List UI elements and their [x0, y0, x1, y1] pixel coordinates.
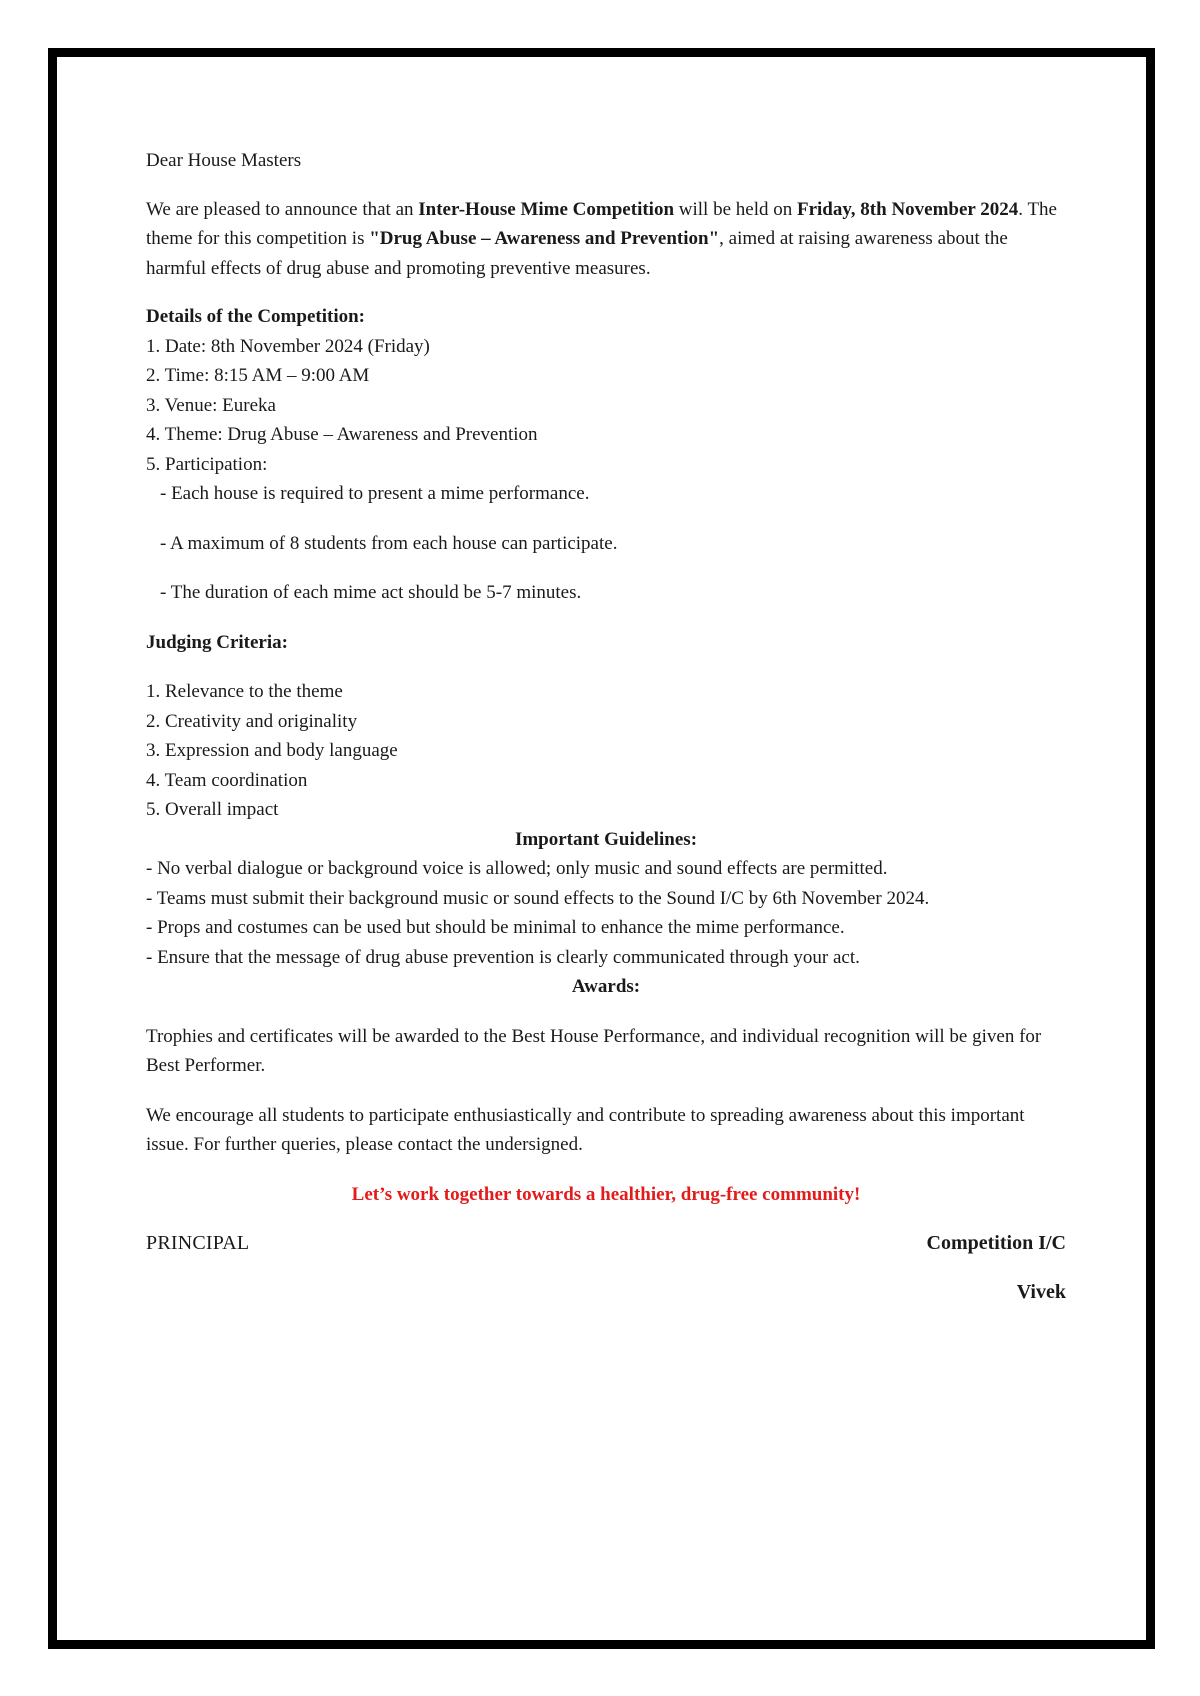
details-list	[146, 332, 1066, 608]
intro-text-2: will be held on	[674, 198, 797, 220]
guideline-item: - Props and costumes can be used but should be minimal to enhance the mime performance.	[146, 917, 845, 938]
competition-ic-signature: Competition I/C	[926, 1232, 1066, 1254]
slogan: Let’s work together towards a healthier, drug-free community!	[351, 1183, 861, 1205]
principal-signature: PRINCIPAL	[146, 1232, 250, 1254]
intro-text-3: . The theme for this competition is	[146, 198, 1057, 249]
judging-item: 2. Creativity and originality	[146, 710, 358, 732]
guidelines-list	[146, 854, 1066, 972]
detail-item: 3. Venue: Eureka	[146, 394, 276, 416]
awards-text: Trophies and certificates will be awarded to the Best House Performance, and individual recognition will be given for Best Performer.	[146, 1025, 1042, 1076]
awards-heading: Awards:	[571, 976, 641, 997]
intro-text-1: We are pleased to announce that an	[146, 198, 419, 220]
details-heading: Details of the Competition:	[146, 306, 365, 327]
encourage-paragraph: We encourage all students to participate enthusiastically and contribute to spreading awareness about this important issue. For further queries, please contact the undersigned.	[146, 1104, 1025, 1155]
competition-name: Inter-House Mime Competition	[418, 198, 675, 220]
guideline-item: - No verbal dialogue or background voice is allowed; only music and sound effects are permitted.	[146, 858, 888, 879]
signatory-name: Vivek	[1016, 1280, 1066, 1303]
participation-item: - Each house is required to present a mime performance.	[160, 483, 590, 504]
participation-item: - The duration of each mime act should be 5-7 minutes.	[160, 582, 582, 603]
competition-theme: "Drug Abuse – Awareness and Prevention"	[369, 228, 720, 249]
guideline-item: - Ensure that the message of drug abuse prevention is clearly communicated through your act.	[146, 946, 860, 968]
guideline-item: - Teams must submit their background music or sound effects to the Sound I/C by 6th November 2024.	[146, 887, 930, 909]
detail-item: 1. Date: 8th November 2024 (Friday)	[146, 335, 430, 357]
intro-text-4: , aimed at raising awareness about the harmful effects of drug abuse and promoting preventive measures.	[146, 228, 1008, 279]
detail-item: 5. Participation:	[146, 453, 268, 475]
participation-item: - A maximum of 8 students from each house can participate.	[160, 532, 618, 554]
signature-row	[146, 1229, 1066, 1259]
circular-body	[146, 146, 1066, 1307]
judging-item: 5. Overall impact	[146, 799, 279, 820]
salutation: Dear House Masters	[146, 150, 302, 171]
guidelines-heading: Important Guidelines:	[514, 828, 698, 850]
judging-item: 4. Team coordination	[146, 769, 308, 791]
intro-paragraph	[146, 195, 1066, 284]
detail-item: 4. Theme: Drug Abuse – Awareness and Prevention	[146, 424, 538, 445]
judging-heading: Judging Criteria:	[146, 631, 288, 653]
judging-item: 1. Relevance to the theme	[146, 681, 343, 702]
competition-date: Friday, 8th November 2024	[796, 198, 1019, 220]
judging-list	[146, 677, 1066, 825]
judging-item: 3. Expression and body language	[146, 740, 398, 761]
detail-item: 2. Time: 8:15 AM – 9:00 AM	[146, 365, 370, 386]
